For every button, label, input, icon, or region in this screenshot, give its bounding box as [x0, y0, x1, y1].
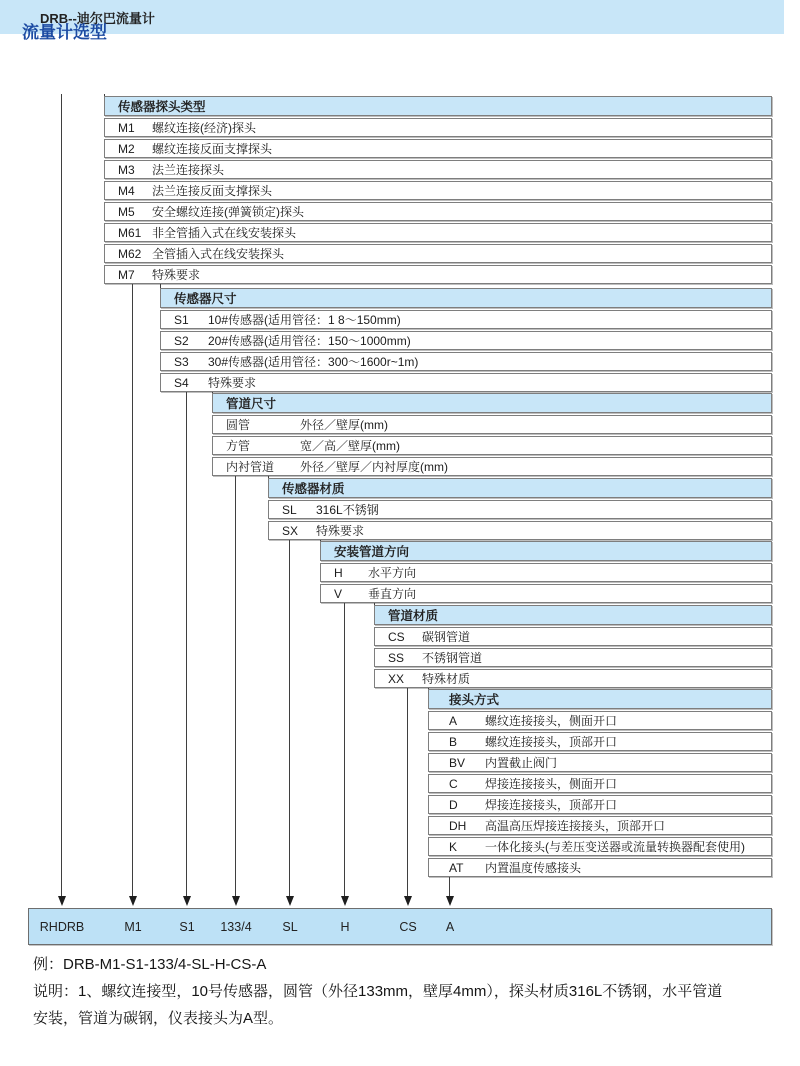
result-item: CS	[399, 919, 417, 934]
option-code: V	[334, 586, 343, 601]
option-row	[428, 858, 772, 877]
option-label: 螺纹连接反面支撑探头	[152, 142, 273, 156]
down-arrow-icon	[341, 896, 349, 906]
option-label: 20#传感器(适用管径：150～1000mm)	[208, 334, 411, 348]
section-header: 传感器探头类型	[104, 96, 772, 116]
result-item: H	[340, 919, 350, 934]
section-header: 传感器尺寸	[160, 288, 772, 308]
result-item: 133/4	[220, 919, 252, 934]
down-arrow-icon	[286, 896, 294, 906]
option-row	[104, 223, 772, 242]
page-title: 流量计选型	[22, 23, 107, 42]
option-code: K	[449, 839, 458, 854]
down-arrow-icon	[129, 896, 137, 906]
connector-stub	[160, 284, 161, 288]
note-line-2: 安装，管道为碳钢，仪表接头为A型。	[33, 1010, 284, 1027]
section-5	[374, 605, 772, 688]
option-row	[428, 837, 772, 856]
section-3	[268, 478, 772, 540]
option-label: 法兰连接探头	[152, 163, 225, 177]
example-line: 例：DRB-M1-S1-133/4-SL-H-CS-A	[33, 956, 267, 973]
option-label: 一体化接头(与差压变送器或流量转换器配套使用)	[485, 840, 745, 854]
option-label: 焊接连接接头，侧面开口	[485, 777, 618, 791]
option-code: SL	[282, 502, 297, 517]
down-arrow-icon	[446, 896, 454, 906]
option-row	[104, 160, 772, 179]
option-label: 10#传感器(适用管径：1 8～150mm)	[208, 313, 401, 327]
option-code: XX	[388, 671, 405, 686]
option-label: 30#传感器(适用管径：300～1600r~1m)	[208, 355, 419, 369]
option-row	[428, 711, 772, 730]
option-label: 全管插入式在线安装探头	[152, 247, 285, 261]
down-arrow-icon	[232, 896, 240, 906]
option-row	[104, 265, 772, 284]
option-label: 316L不锈钢	[316, 503, 379, 517]
option-row	[428, 774, 772, 793]
option-label: 高温高压焊接连接接头，顶部开口	[485, 819, 666, 833]
option-label: 内置截止阀门	[485, 756, 558, 770]
option-code: B	[449, 734, 458, 749]
option-label: 碳钢管道	[422, 630, 471, 644]
option-label: 法兰连接反面支撑探头	[152, 184, 273, 198]
option-label: 垂直方向	[368, 587, 417, 601]
note-line-1: 说明：1、螺纹连接型，10号传感器，圆管（外径133mm，壁厚4mm），探头材质316L不锈钢，水平管道	[33, 983, 723, 1000]
option-code: M1	[118, 120, 135, 135]
option-label: 内置温度传感接头	[485, 861, 582, 875]
option-row	[428, 816, 772, 835]
option-code: SX	[282, 523, 299, 538]
option-code: D	[449, 797, 458, 812]
option-code: M62	[118, 246, 142, 261]
option-label: 外径／壁厚／内衬厚度(mm)	[300, 460, 448, 474]
option-code: M7	[118, 267, 135, 282]
option-row	[212, 415, 772, 434]
result-item: RHDRB	[39, 919, 85, 934]
option-label: 水平方向	[368, 566, 417, 580]
section-4	[320, 541, 772, 603]
option-row	[320, 584, 772, 603]
option-code: BV	[449, 755, 466, 770]
option-code: AT	[449, 860, 464, 875]
root-box	[0, 0, 784, 34]
result-item: SL	[282, 919, 298, 934]
section-1	[160, 288, 772, 392]
connector-stub	[428, 688, 429, 689]
option-row	[104, 181, 772, 200]
connector-stub	[374, 603, 375, 605]
option-row	[428, 753, 772, 772]
option-code: S3	[174, 354, 189, 369]
option-code: M61	[118, 225, 142, 240]
section-6	[428, 689, 772, 877]
option-label: 宽／高／壁厚(mm)	[300, 439, 400, 453]
connector-stub	[268, 476, 269, 478]
option-row	[212, 457, 772, 476]
section-header: 传感器材质	[268, 478, 772, 498]
option-label: 安全螺纹连接(弹簧锁定)探头	[152, 205, 304, 219]
option-code: M4	[118, 183, 135, 198]
column-line	[235, 476, 236, 896]
connector-stub	[212, 392, 213, 393]
column-line	[289, 540, 290, 896]
option-row	[320, 563, 772, 582]
section-header: 管道材质	[374, 605, 772, 625]
section-header: 安装管道方向	[320, 541, 772, 561]
option-label: 特殊要求	[208, 376, 257, 390]
option-row	[160, 373, 772, 392]
column-line	[407, 688, 408, 896]
down-arrow-icon	[58, 896, 66, 906]
option-code: DH	[449, 818, 467, 833]
option-row	[160, 310, 772, 329]
option-code: SS	[388, 650, 405, 665]
result-item: S1	[179, 919, 195, 934]
column-line	[344, 603, 345, 896]
column-line	[449, 877, 450, 896]
option-code: A	[449, 713, 458, 728]
section-header: 接头方式	[428, 689, 772, 709]
option-code: M5	[118, 204, 135, 219]
section-2	[212, 393, 772, 476]
option-code: CS	[388, 629, 405, 644]
option-code: H	[334, 565, 343, 580]
option-code: 圆管	[226, 418, 251, 432]
column-line	[61, 94, 62, 896]
option-row	[374, 648, 772, 667]
option-row	[160, 352, 772, 371]
option-code: S4	[174, 375, 189, 390]
option-row	[104, 139, 772, 158]
option-row	[104, 118, 772, 137]
option-label: 螺纹连接(经济)探头	[152, 121, 256, 135]
root-box-label: DRB--迪尔巴流量计	[40, 10, 155, 26]
option-row	[268, 521, 772, 540]
option-row	[104, 244, 772, 263]
option-code: S2	[174, 333, 189, 348]
section-0	[104, 96, 772, 284]
option-code: 方管	[226, 439, 251, 453]
down-arrow-icon	[404, 896, 412, 906]
down-arrow-icon	[183, 896, 191, 906]
option-label: 螺纹连接接头，顶部开口	[485, 735, 618, 749]
option-label: 特殊要求	[316, 524, 365, 538]
option-row	[428, 732, 772, 751]
connector-stub	[320, 540, 321, 541]
result-bar	[28, 908, 772, 945]
option-code: S1	[174, 312, 189, 327]
option-code: M2	[118, 141, 135, 156]
option-row	[374, 627, 772, 646]
connector-stub	[104, 94, 105, 96]
option-label: 特殊材质	[422, 672, 471, 686]
option-row	[428, 795, 772, 814]
option-label: 不锈钢管道	[422, 651, 483, 665]
option-label: 特殊要求	[152, 268, 201, 282]
option-row	[212, 436, 772, 455]
option-code: C	[449, 776, 458, 791]
section-header: 管道尺寸	[212, 393, 772, 413]
option-row	[374, 669, 772, 688]
option-label: 非全管插入式在线安装探头	[152, 226, 297, 240]
option-row	[160, 331, 772, 350]
result-item: A	[445, 919, 455, 934]
option-label: 焊接连接接头，顶部开口	[485, 798, 618, 812]
option-row	[268, 500, 772, 519]
column-line	[186, 392, 187, 896]
column-line	[132, 284, 133, 896]
option-label: 螺纹连接接头，侧面开口	[485, 714, 618, 728]
result-item: M1	[124, 919, 142, 934]
option-label: 外径／壁厚(mm)	[300, 418, 388, 432]
option-row	[104, 202, 772, 221]
option-code: 内衬管道	[226, 460, 275, 474]
option-code: M3	[118, 162, 135, 177]
